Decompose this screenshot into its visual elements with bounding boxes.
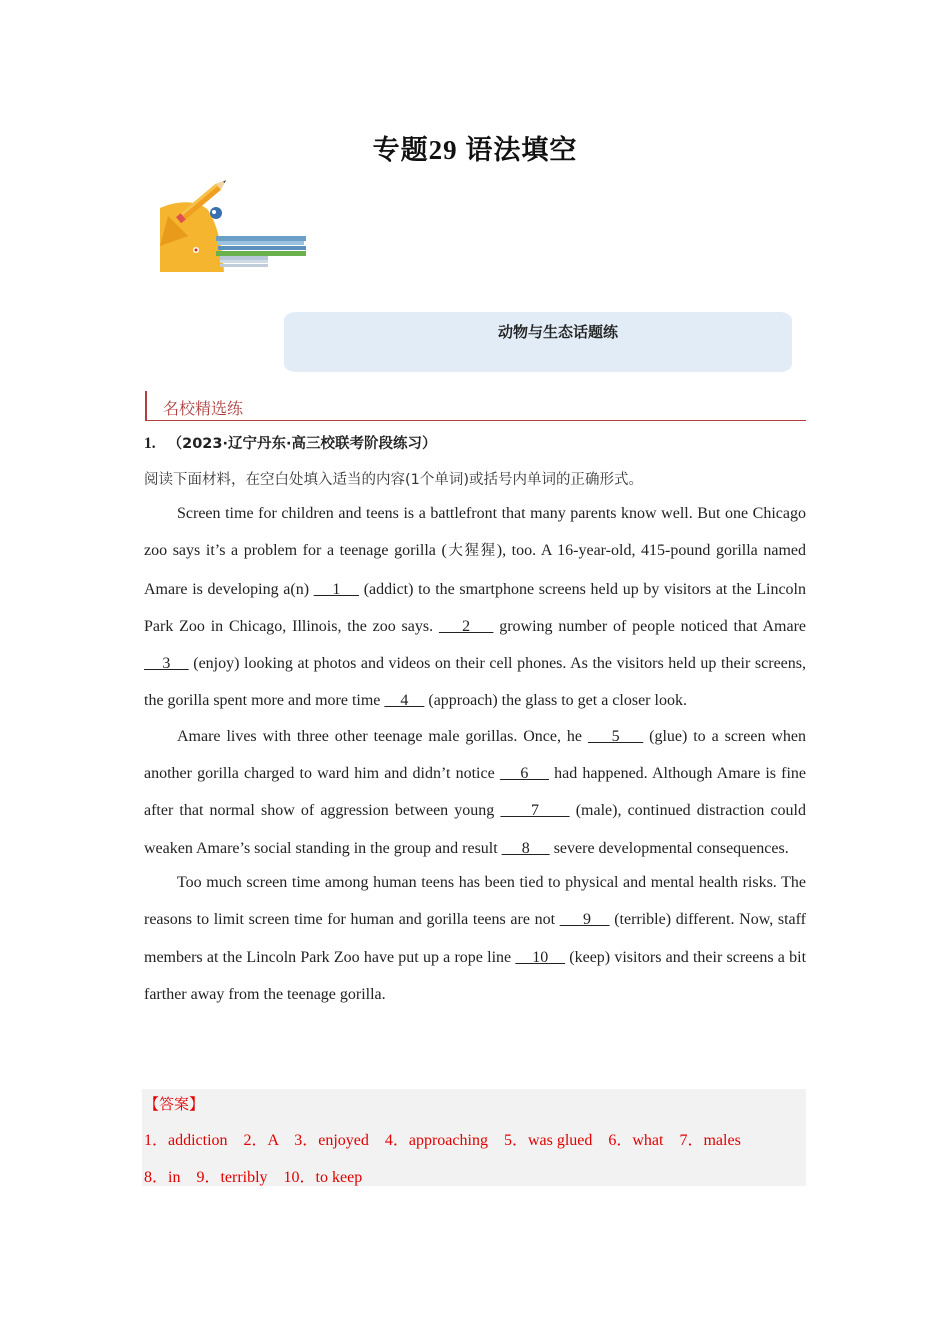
blank-9: 9 [559,911,610,929]
blank-8: 8 [501,839,550,857]
blank-7: 7 [500,802,570,820]
answer-box [142,1089,806,1186]
question-source: （2023·辽宁丹东·高三校联考阶段练习） [167,436,437,452]
page-title: 专题29 语法填空 [372,135,578,165]
section-header [145,391,806,421]
topic-banner [284,312,792,372]
blank-2: 2 [438,617,494,635]
answer-line-2: 8．in 9．terribly 10．to keep [144,1169,363,1186]
answer-line-1: 1．addiction 2．A 3．enjoyed 4．approaching 5．was glued 6．what 7．males [144,1132,741,1149]
passage-paragraph-2: Amare lives with three other teenage male gorillas. Once, he 5 (glue) to a screen when another gorilla charged to ward him and didn’t notice 6 had happened. Although Amare is fine after that normal show of aggression between young 7 (male), continued distraction could weaken Amare’s social standing in the group and result 8 severe developmental consequences. [144,727,807,857]
blank-6: 6 [499,765,549,783]
passage-paragraph-1: Screen time for children and teens is a battlefront that many parents know well. But one Chicago zoo says it’s a problem for a teenage gorilla (大猩猩), too. A 16-year-old, 415-pound gorilla named Amare is developing a(n) 1 (addict) to the smartphone screens held up by visitors at the Lincoln Park Zoo in Chicago, Illinois, the zoo says. 2 growing number of people noticed that Amare 3 (enjoy) looking at photos and videos on their cell phones. As the visitors held up their screens, the gorilla spent more and more time 4 (approach) the glass to get a closer look. [144,505,807,710]
topic-banner-text: 动物与生态话题练 [497,323,618,341]
chinese-gloss: 大猩猩 [446,543,497,560]
passage [144,495,806,1013]
section-accent-bar [145,391,147,421]
answer-label: 【答案】 [144,1095,205,1113]
blank-4: 4 [384,692,425,710]
question-instruction: 阅读下面材料，在空白处填入适当的内容(1个单词)或括号内单词的正确形式。 [144,472,644,488]
blank-5: 5 [587,727,644,745]
section-title: 名校精选练 [163,399,244,418]
passage-paragraph-3: Too much screen time among human teens has been tied to physical and mental health risks. The reasons to limit screen time for human and gorilla teens are not 9 (terrible) different. Now, staff members at the Lincoln Park Zoo have put up a rope line 10 (keep) visitors and their screens a bit farther away from the teenage gorilla. [144,873,807,1003]
blank-1: 1 [313,580,360,598]
blank-3: 3 [144,655,189,673]
question-number: 1. [144,435,156,452]
blank-10: 10 [515,948,566,966]
books-pencil-illustration [158,176,308,274]
question-heading [144,432,437,453]
